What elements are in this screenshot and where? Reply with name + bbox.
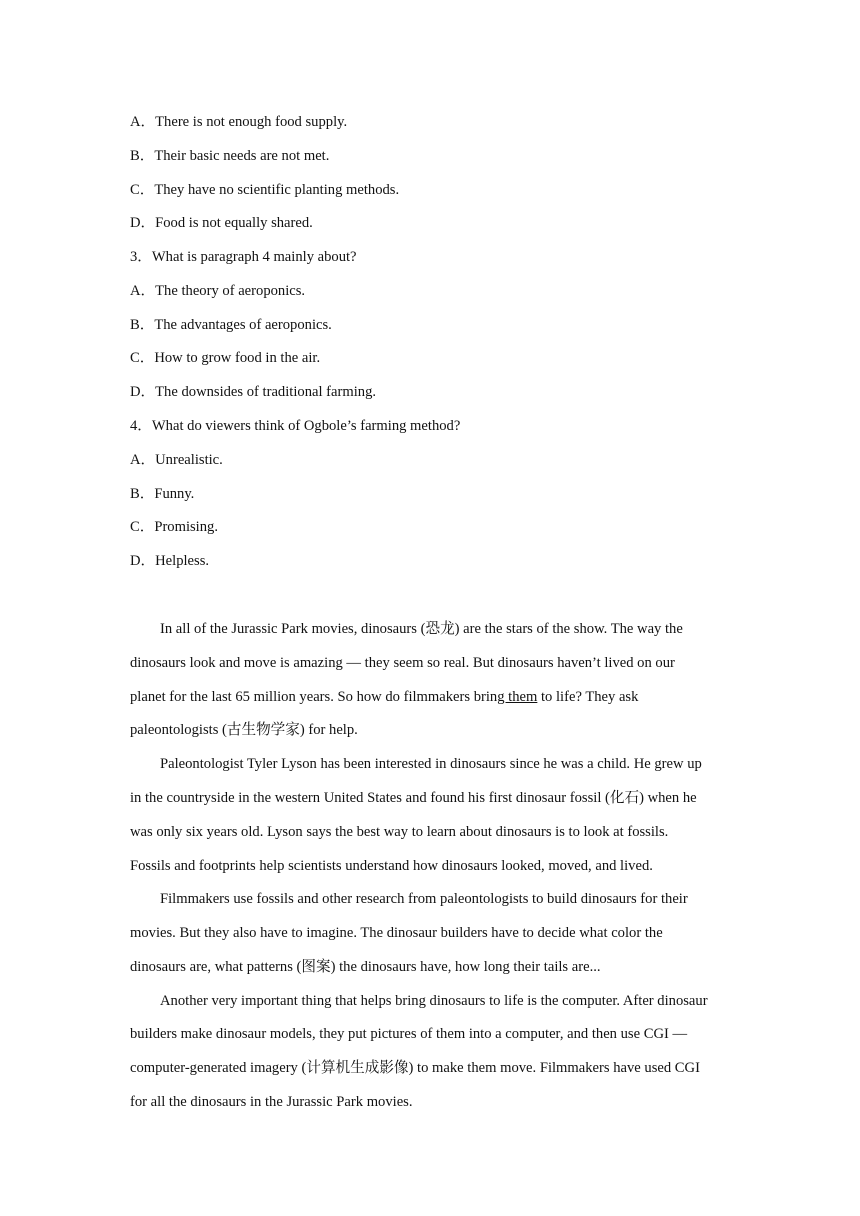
q4-option-a: A．Unrealistic. [130,452,223,468]
q3-option-b: B．The advantages of aeroponics. [130,317,332,333]
passage-p1-line-3-start: planet for the last 65 million years. So how do filmmakers brin [130,689,498,705]
passage-p1-line-2: dinosaurs look and move is amazing — they seem so real. But dinosaurs haven’t lived on our [130,655,675,671]
passage-p1-line-4: paleontologists (古生物学家) for help. [130,722,358,738]
q2-option-a: A．There is not enough food supply. [130,114,348,130]
passage-p2-line-3: was only six years old. Lyson says the best way to learn about dinosaurs is to look at fossils. [130,824,669,840]
passage-p2-line-4: Fossils and footprints help scientists understand how dinosaurs looked, moved, and lived. [130,858,653,874]
passage-p4-line-3: computer-generated imagery (计算机生成影像) to make them move. Filmmakers have used CGI [130,1060,700,1076]
passage-p3-line-1: Filmmakers use fossils and other research from paleontologists to build dinosaurs for their [160,891,688,907]
underlined-them: g them [497,689,538,705]
q2-option-d: D．Food is not equally shared. [130,215,313,231]
passage-p2-line-1: Paleontologist Tyler Lyson has been interested in dinosaurs since he was a child. He grew up [160,756,702,772]
q4-option-b: B．Funny. [130,486,195,502]
q3-stem: 3．What is paragraph 4 mainly about? [130,249,357,265]
passage-p1-line-1: In all of the Jurassic Park movies, dinosaurs (恐龙) are the stars of the show. The way the [160,621,683,637]
q4-option-d: D．Helpless. [130,553,210,569]
passage-p1-line-3 [130,688,638,706]
q3-option-d: D．The downsides of traditional farming. [130,384,377,400]
passage-p2-line-2: in the countryside in the western United States and found his first dinosaur fossil (化石) when he [130,790,697,806]
q3-option-a: A．The theory of aeroponics. [130,283,306,299]
q2-option-c: C．They have no scientific planting methods. [130,182,400,198]
passage-p4-line-4: for all the dinosaurs in the Jurassic Park movies. [130,1094,413,1110]
passage-p4-line-1: Another very important thing that helps bring dinosaurs to life is the computer. After dinosaur [160,993,708,1009]
passage-p3-line-2: movies. But they also have to imagine. The dinosaur builders have to decide what color the [130,925,663,941]
q3-option-c: C．How to grow food in the air. [130,350,321,366]
q2-option-b: B．Their basic needs are not met. [130,148,330,164]
passage-p1-line-3-end: to life? They ask [537,689,639,705]
q4-option-c: C．Promising. [130,519,218,535]
passage-p4-line-2: builders make dinosaur models, they put pictures of them into a computer, and then use CGI — [130,1026,688,1042]
passage-p3-line-3: dinosaurs are, what patterns (图案) the dinosaurs have, how long their tails are... [130,959,601,975]
q4-stem: 4．What do viewers think of Ogbole’s farming method? [130,418,461,434]
